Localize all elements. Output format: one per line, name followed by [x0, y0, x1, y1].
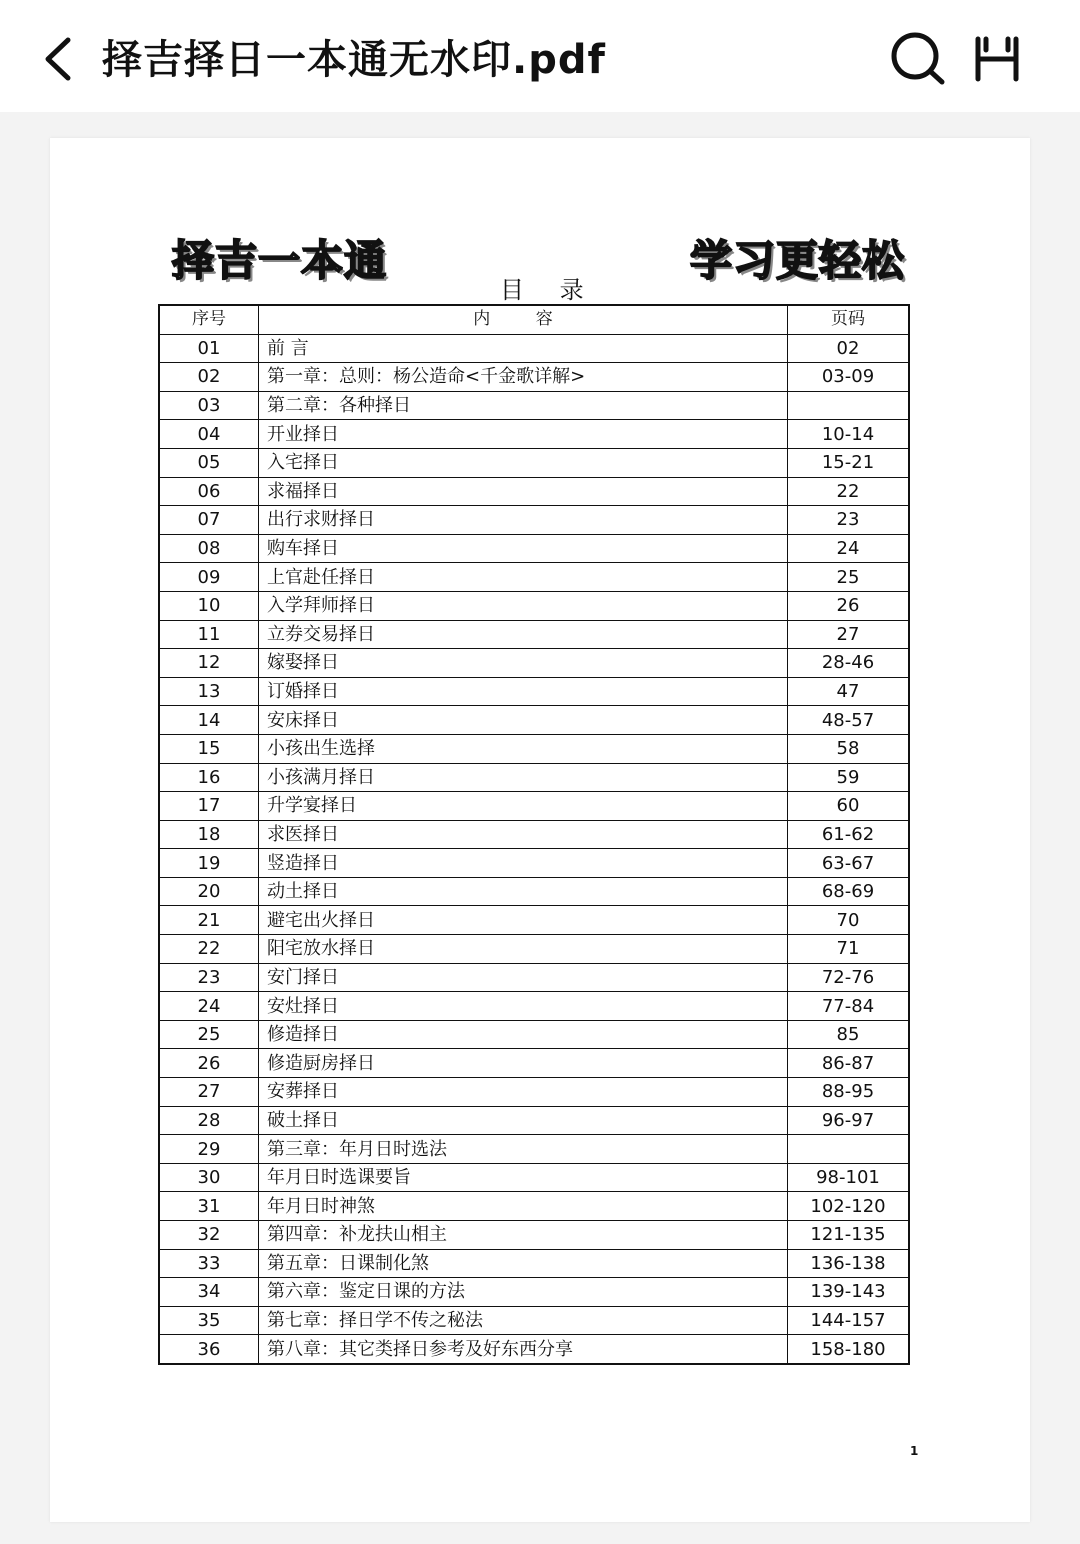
row-content: 订婚择日 [259, 677, 788, 706]
row-page: 47 [788, 677, 910, 706]
row-number: 02 [159, 363, 259, 392]
table-row [159, 391, 909, 420]
row-content: 阳宅放水择日 [259, 935, 788, 964]
column-header-content: 内 容 [259, 305, 788, 334]
row-page: 59 [788, 763, 910, 792]
row-number: 16 [159, 763, 259, 792]
row-page: 70 [788, 906, 910, 935]
table-row [159, 1192, 909, 1221]
more-menu-icon[interactable] [970, 36, 1024, 82]
row-number: 21 [159, 906, 259, 935]
row-page: 48-57 [788, 706, 910, 735]
table-row [159, 935, 909, 964]
row-page: 77-84 [788, 992, 910, 1021]
toc-body [159, 334, 909, 1364]
table-row [159, 706, 909, 735]
table-row [159, 649, 909, 678]
row-page: 23 [788, 506, 910, 535]
row-page: 27 [788, 620, 910, 649]
table-row [159, 763, 909, 792]
row-number: 19 [159, 849, 259, 878]
row-page: 136-138 [788, 1249, 910, 1278]
row-number: 36 [159, 1335, 259, 1364]
toc-table [158, 304, 910, 1365]
row-content: 第七章：择日学不传之秘法 [259, 1306, 788, 1335]
table-row [159, 992, 909, 1021]
row-page: 26 [788, 591, 910, 620]
row-content: 第八章：其它类择日参考及好东西分享 [259, 1335, 788, 1364]
table-row [159, 820, 909, 849]
toc-heading: 目 录 [500, 276, 598, 304]
row-page: 121-135 [788, 1221, 910, 1250]
row-page: 60 [788, 792, 910, 821]
row-content: 上官赴任择日 [259, 563, 788, 592]
row-number: 22 [159, 935, 259, 964]
row-number: 31 [159, 1192, 259, 1221]
row-page: 25 [788, 563, 910, 592]
row-page: 10-14 [788, 420, 910, 449]
table-row [159, 448, 909, 477]
row-content: 出行求财择日 [259, 506, 788, 535]
table-row [159, 1135, 909, 1164]
column-header-page: 页码 [788, 305, 910, 334]
row-page: 72-76 [788, 963, 910, 992]
table-row [159, 849, 909, 878]
row-number: 30 [159, 1163, 259, 1192]
row-content: 第二章：各种择日 [259, 391, 788, 420]
row-page: 63-67 [788, 849, 910, 878]
row-page: 85 [788, 1020, 910, 1049]
row-page [788, 391, 910, 420]
row-content: 入学拜师择日 [259, 591, 788, 620]
row-content: 安葬择日 [259, 1078, 788, 1107]
row-number: 32 [159, 1221, 259, 1250]
row-number: 12 [159, 649, 259, 678]
row-content: 入宅择日 [259, 448, 788, 477]
row-content: 嫁娶择日 [259, 649, 788, 678]
table-row [159, 420, 909, 449]
row-page: 03-09 [788, 363, 910, 392]
banner-title-left: 择吉一本通 [172, 236, 388, 285]
table-row [159, 1163, 909, 1192]
row-page: 61-62 [788, 820, 910, 849]
column-header-number: 序号 [159, 305, 259, 334]
pdf-page[interactable] [50, 138, 1030, 1522]
row-page: 15-21 [788, 448, 910, 477]
row-number: 09 [159, 563, 259, 592]
row-content: 前 言 [259, 334, 788, 363]
row-number: 10 [159, 591, 259, 620]
table-row [159, 1078, 909, 1107]
table-row [159, 363, 909, 392]
document-title: 择吉择日一本通无水印.pdf [102, 37, 606, 83]
row-content: 修造厨房择日 [259, 1049, 788, 1078]
table-row [159, 506, 909, 535]
top-bar [0, 0, 1080, 112]
row-content: 小孩满月择日 [259, 763, 788, 792]
table-row [159, 734, 909, 763]
row-page: 68-69 [788, 877, 910, 906]
table-row [159, 1106, 909, 1135]
row-content: 安床择日 [259, 706, 788, 735]
table-row [159, 334, 909, 363]
row-page: 102-120 [788, 1192, 910, 1221]
table-row [159, 792, 909, 821]
row-number: 13 [159, 677, 259, 706]
row-content: 年月日时选课要旨 [259, 1163, 788, 1192]
row-page: 22 [788, 477, 910, 506]
row-content: 第六章：鉴定日课的方法 [259, 1278, 788, 1307]
table-row [159, 1278, 909, 1307]
table-row [159, 477, 909, 506]
row-number: 04 [159, 420, 259, 449]
table-row [159, 677, 909, 706]
row-number: 27 [159, 1078, 259, 1107]
row-content: 求福择日 [259, 477, 788, 506]
row-page: 28-46 [788, 649, 910, 678]
row-content: 避宅出火择日 [259, 906, 788, 935]
table-row [159, 534, 909, 563]
row-number: 29 [159, 1135, 259, 1164]
row-page: 58 [788, 734, 910, 763]
row-page: 96-97 [788, 1106, 910, 1135]
table-row [159, 620, 909, 649]
row-content: 年月日时神煞 [259, 1192, 788, 1221]
row-content: 修造择日 [259, 1020, 788, 1049]
row-content: 安灶择日 [259, 992, 788, 1021]
row-number: 17 [159, 792, 259, 821]
row-page: 144-157 [788, 1306, 910, 1335]
row-content: 第五章：日课制化煞 [259, 1249, 788, 1278]
row-number: 26 [159, 1049, 259, 1078]
row-page: 139-143 [788, 1278, 910, 1307]
row-page [788, 1135, 910, 1164]
search-icon[interactable] [888, 30, 948, 86]
row-content: 破土择日 [259, 1106, 788, 1135]
row-page: 02 [788, 334, 910, 363]
row-number: 07 [159, 506, 259, 535]
table-row [159, 563, 909, 592]
table-row [159, 1020, 909, 1049]
row-number: 34 [159, 1278, 259, 1307]
row-number: 20 [159, 877, 259, 906]
table-row [159, 1249, 909, 1278]
row-content: 竖造择日 [259, 849, 788, 878]
table-row [159, 877, 909, 906]
row-content: 立券交易择日 [259, 620, 788, 649]
row-content: 小孩出生选择 [259, 734, 788, 763]
row-number: 24 [159, 992, 259, 1021]
row-number: 15 [159, 734, 259, 763]
table-row [159, 1221, 909, 1250]
row-page: 86-87 [788, 1049, 910, 1078]
row-content: 动土择日 [259, 877, 788, 906]
row-number: 08 [159, 534, 259, 563]
table-row [159, 963, 909, 992]
row-content: 求医择日 [259, 820, 788, 849]
row-number: 23 [159, 963, 259, 992]
row-content: 第一章：总则：杨公造命<千金歌详解> [259, 363, 788, 392]
table-row [159, 1049, 909, 1078]
banner-title-right: 学习更轻松 [690, 236, 906, 285]
row-content: 第三章：年月日时选法 [259, 1135, 788, 1164]
row-page: 71 [788, 935, 910, 964]
row-content: 安门择日 [259, 963, 788, 992]
row-content: 购车择日 [259, 534, 788, 563]
table-row [159, 591, 909, 620]
row-number: 25 [159, 1020, 259, 1049]
row-content: 升学宴择日 [259, 792, 788, 821]
table-row [159, 1335, 909, 1364]
row-page: 98-101 [788, 1163, 910, 1192]
row-number: 01 [159, 334, 259, 363]
row-number: 11 [159, 620, 259, 649]
row-page: 88-95 [788, 1078, 910, 1107]
row-number: 28 [159, 1106, 259, 1135]
row-content: 开业择日 [259, 420, 788, 449]
row-number: 18 [159, 820, 259, 849]
row-number: 35 [159, 1306, 259, 1335]
row-number: 14 [159, 706, 259, 735]
row-number: 03 [159, 391, 259, 420]
page-number: 1 [910, 1444, 919, 1458]
row-content: 第四章：补龙扶山相主 [259, 1221, 788, 1250]
row-number: 05 [159, 448, 259, 477]
table-row [159, 1306, 909, 1335]
toc-header-row [159, 305, 909, 334]
row-page: 158-180 [788, 1335, 910, 1364]
table-row [159, 906, 909, 935]
row-number: 06 [159, 477, 259, 506]
chevron-left-icon[interactable] [38, 34, 82, 84]
row-page: 24 [788, 534, 910, 563]
row-number: 33 [159, 1249, 259, 1278]
